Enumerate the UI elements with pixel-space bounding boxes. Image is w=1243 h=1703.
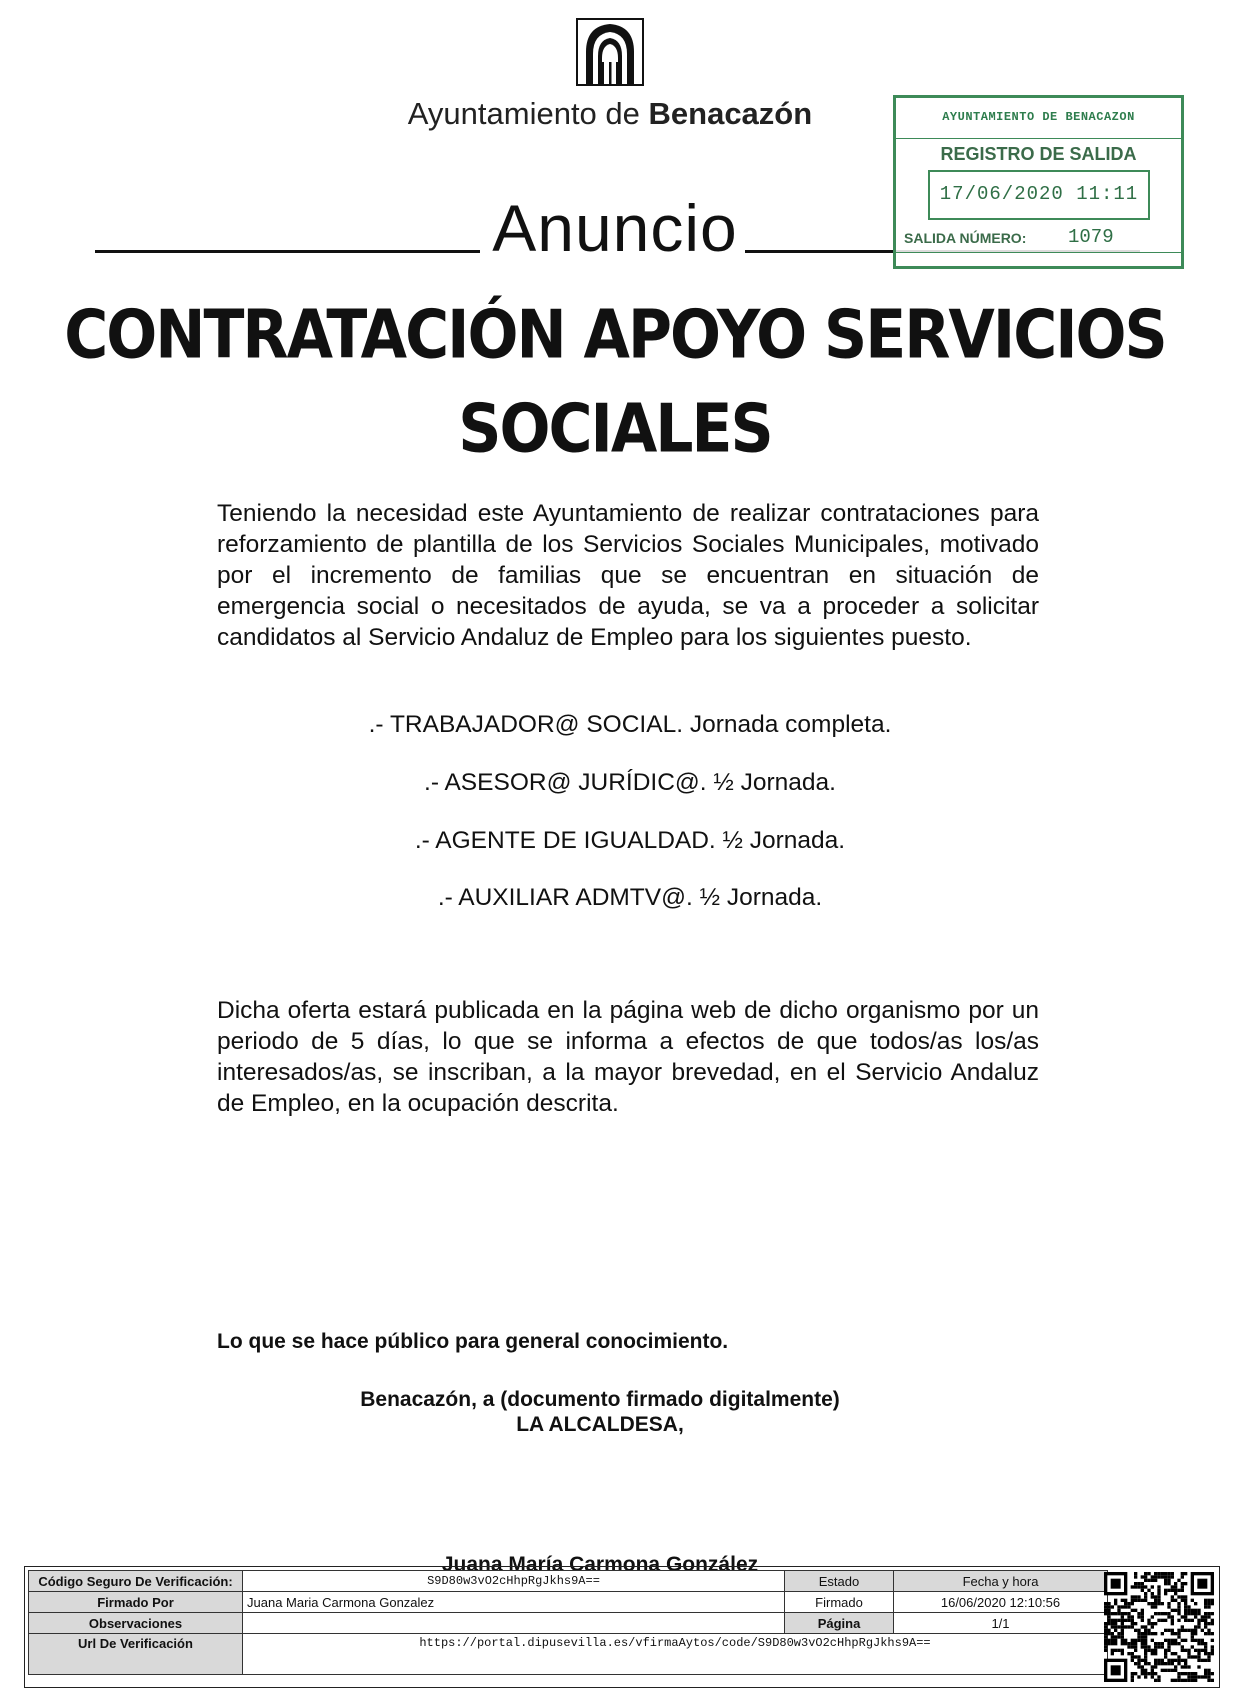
- closing-statement: Lo que se hace público para general conocimiento.: [217, 1330, 729, 1353]
- organization-town: Benacazón: [648, 96, 813, 131]
- registry-stamp: [893, 95, 1184, 269]
- url-label: Url De Verificación: [29, 1634, 243, 1675]
- observaciones-label: Observaciones: [29, 1613, 243, 1634]
- pagina-label: Página: [785, 1613, 894, 1634]
- announcement-heading: Anuncio: [492, 191, 738, 265]
- verification-table: [28, 1570, 1108, 1675]
- job-item: .- TRABAJADOR@ SOCIAL. Jornada completa.: [368, 711, 892, 738]
- pagina-value: 1/1: [894, 1613, 1108, 1634]
- csv-value: S9D80w3vO2cHhpRgJkhs9A==: [243, 1571, 785, 1592]
- qr-code[interactable]: [1104, 1572, 1214, 1682]
- estado-value: Firmado: [785, 1592, 894, 1613]
- stamp-date-box: [928, 170, 1150, 220]
- signer-name: Juana María Carmona González: [441, 1553, 759, 1576]
- stamp-divider: [896, 138, 1181, 139]
- verification-footer: [24, 1566, 1220, 1688]
- firmado-value: Juana Maria Carmona Gonzalez: [243, 1592, 785, 1613]
- stamp-number: 1079: [1068, 226, 1114, 248]
- table-row: [29, 1592, 1108, 1613]
- intro-paragraph: Teniendo la necesidad este Ayuntamiento de realizar contrataciones para reforzamiento de plantilla de los Servicios Sociales Municipales, motivado por el incremento de familias que se encuentran en situación de emergencia social o necesitados de ayuda, se va a proceder a solicitar candidatos al Servicio Andaluz de Empleo para los siguientes puesto.: [217, 500, 1039, 651]
- job-item: .- AUXILIAR ADMTV@. ½ Jornada.: [437, 884, 823, 911]
- stamp-divider: [896, 252, 1181, 253]
- town-arch-logo: [576, 18, 644, 86]
- stamp-title: REGISTRO DE SALIDA: [940, 144, 1137, 164]
- signer-role: LA ALCALDESA,: [516, 1413, 684, 1436]
- table-row: [29, 1613, 1108, 1634]
- organization-prefix: Ayuntamiento de: [407, 96, 640, 131]
- title-line-1: CONTRATACIÓN APOYO SERVICIOS: [64, 295, 1166, 375]
- title-line-2: SOCIALES: [458, 389, 772, 469]
- table-row: [29, 1571, 1108, 1592]
- url-value[interactable]: https://portal.dipusevilla.es/vfirmaAytos/code/S9D80w3vO2cHhpRgJkhs9A==: [243, 1634, 1108, 1675]
- csv-label: Código Seguro De Verificación:: [29, 1571, 243, 1592]
- place-date: Benacazón, a (documento firmado digitalmente): [360, 1388, 840, 1411]
- job-item: .- ASESOR@ JURÍDIC@. ½ Jornada.: [424, 769, 836, 796]
- job-item: .- AGENTE DE IGUALDAD. ½ Jornada.: [414, 827, 846, 854]
- firmado-label: Firmado Por: [29, 1592, 243, 1613]
- table-row: [29, 1634, 1108, 1675]
- fecha-label: Fecha y hora: [894, 1571, 1108, 1592]
- stamp-number-label: SALIDA NÚMERO:: [904, 230, 1027, 246]
- observaciones-value: [243, 1613, 785, 1634]
- estado-label: Estado: [785, 1571, 894, 1592]
- fecha-value: 16/06/2020 12:10:56: [894, 1592, 1108, 1613]
- stamp-datetime: 17/06/2020 11:11: [939, 183, 1139, 205]
- offer-paragraph: Dicha oferta estará publicada en la página web de dicho organismo por un periodo de 5 días, lo que se informa a efectos de que todos/as los/as interesados/as, se inscriban, a la mayor brevedad, en el Servicio Andaluz de Empleo, en la ocupación descrita.: [217, 997, 1039, 1117]
- document-title: [60, 288, 1170, 476]
- stamp-org: AYUNTAMIENTO DE BENACAZON: [942, 110, 1135, 124]
